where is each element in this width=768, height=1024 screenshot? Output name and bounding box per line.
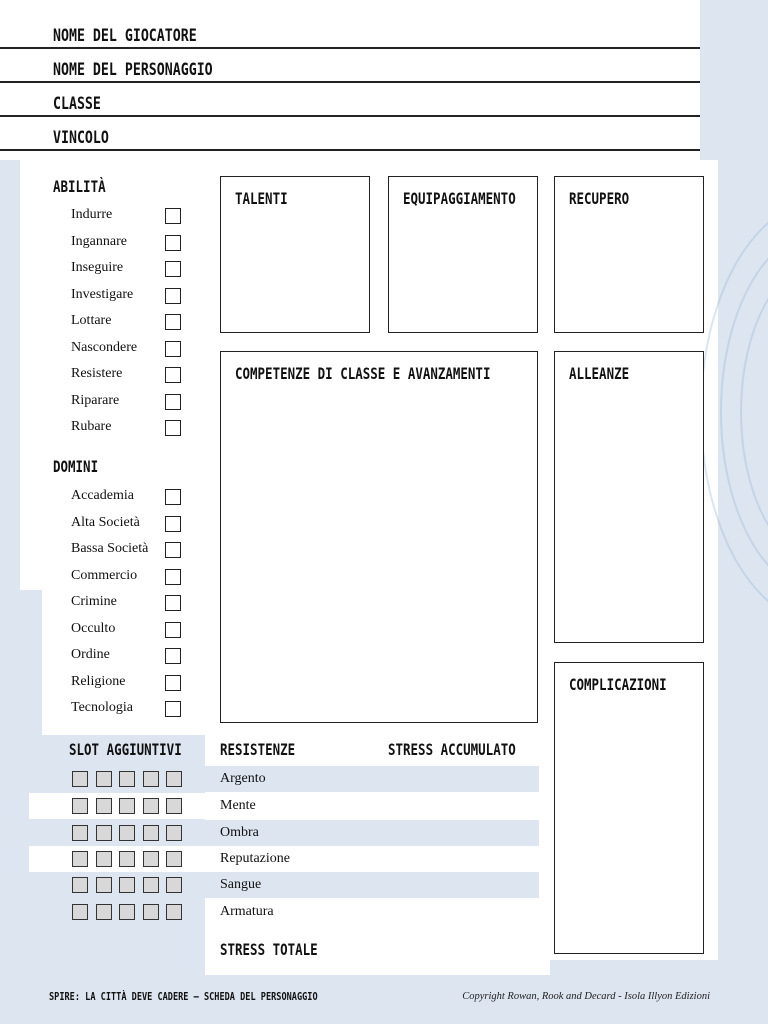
skill-checkbox-tecnologia[interactable] [165, 701, 181, 717]
resistance-label-reputazione: Reputazione [220, 851, 290, 866]
skill-label-religione: Religione [71, 673, 126, 689]
skill-label-ingannare: Ingannare [71, 233, 127, 249]
skill-checkbox-nascondere[interactable] [165, 341, 181, 357]
stress-totale-title: STRESS TOTALE [220, 940, 318, 959]
resistance-label-sangue: Sangue [220, 877, 262, 892]
complicazioni-panel[interactable] [554, 662, 704, 954]
skill-checkbox-lottare[interactable] [165, 314, 181, 330]
extra-slot-checkbox[interactable] [96, 877, 112, 893]
extra-slot-checkbox[interactable] [143, 877, 159, 893]
skill-label-resistere: Resistere [71, 366, 123, 381]
paper-background-left [20, 160, 60, 590]
resistance-label-mente: Mente [220, 798, 256, 813]
extra-slot-checkbox[interactable] [119, 851, 135, 867]
skill-checkbox-accademia[interactable] [165, 489, 181, 505]
field-line-character[interactable] [0, 81, 700, 83]
extra-slot-checkbox[interactable] [166, 798, 182, 814]
skill-label-occulto: Occulto [71, 620, 116, 636]
skill-checkbox-ingannare[interactable] [165, 235, 181, 251]
skill-label-nascondere: Nascondere [71, 339, 138, 355]
resistance-label-ombra: Ombra [220, 825, 259, 840]
footer-title: SPIRE: LA CITTÀ DEVE CADERE – SCHEDA DEL PERSONAGGIO [49, 990, 318, 1003]
recupero-panel[interactable] [554, 176, 704, 333]
extra-slot-checkbox[interactable] [72, 771, 88, 787]
extra-slot-checkbox[interactable] [96, 798, 112, 814]
extra-slot-checkbox[interactable] [119, 877, 135, 893]
skill-checkbox-indurre[interactable] [165, 208, 181, 224]
skill-checkbox-rubare[interactable] [165, 420, 181, 436]
skill-label-crimine: Crimine [71, 594, 117, 609]
field-label-bond: VINCOLO [53, 128, 109, 148]
skill-label-alta-societa: Alta Società [71, 514, 140, 530]
extra-slot-checkbox[interactable] [72, 904, 88, 920]
alleanze-title: ALLEANZE [569, 364, 630, 383]
field-label-class: CLASSE [53, 94, 101, 114]
skill-label-lottare: Lottare [71, 313, 112, 328]
field-label-character: NOME DEL PERSONAGGIO [53, 60, 213, 80]
skill-checkbox-alta-societa[interactable] [165, 516, 181, 532]
footer-copyright: Copyright Rowan, Rook and Decard - Isola Illyon Edizioni [462, 991, 710, 1002]
field-line-player[interactable] [0, 47, 700, 49]
slot-aggiuntivi-title: SLOT AGGIUNTIVI [69, 740, 182, 759]
equipaggiamento-title: EQUIPAGGIAMENTO [403, 189, 516, 208]
skill-checkbox-riparare[interactable] [165, 394, 181, 410]
extra-slot-checkbox[interactable] [96, 825, 112, 841]
extra-slot-checkbox[interactable] [166, 825, 182, 841]
skill-label-bassa-societa: Bassa Società [71, 541, 149, 556]
extra-slot-checkbox[interactable] [72, 825, 88, 841]
competenze-panel[interactable] [220, 351, 538, 723]
extra-slot-checkbox[interactable] [143, 771, 159, 787]
talenti-panel[interactable] [220, 176, 370, 333]
skill-checkbox-crimine[interactable] [165, 595, 181, 611]
skill-label-rubare: Rubare [71, 419, 112, 434]
extra-slot-checkbox[interactable] [143, 798, 159, 814]
extra-slot-checkbox[interactable] [119, 798, 135, 814]
resistenze-title: RESISTENZE [220, 740, 296, 759]
skill-label-investigare: Investigare [71, 286, 134, 302]
skill-checkbox-ordine[interactable] [165, 648, 181, 664]
extra-slot-checkbox[interactable] [96, 904, 112, 920]
extra-slot-checkbox[interactable] [166, 904, 182, 920]
resistance-label-argento: Argento [220, 771, 266, 786]
skill-checkbox-inseguire[interactable] [165, 261, 181, 277]
field-line-class[interactable] [0, 115, 700, 117]
skill-label-ordine: Ordine [71, 647, 110, 662]
competenze-title: COMPETENZE DI CLASSE E AVANZAMENTI [235, 364, 491, 383]
skill-label-accademia: Accademia [71, 488, 134, 503]
extra-slot-checkbox[interactable] [72, 851, 88, 867]
extra-slot-checkbox[interactable] [72, 877, 88, 893]
extra-slot-checkbox[interactable] [143, 904, 159, 920]
extra-slot-checkbox[interactable] [72, 798, 88, 814]
extra-slot-checkbox[interactable] [96, 771, 112, 787]
skill-label-inseguire: Inseguire [71, 260, 124, 275]
domini-title: DOMINI [53, 457, 99, 476]
extra-slot-checkbox[interactable] [166, 851, 182, 867]
complicazioni-title: COMPLICAZIONI [569, 675, 667, 694]
extra-slot-checkbox[interactable] [96, 851, 112, 867]
skill-checkbox-resistere[interactable] [165, 367, 181, 383]
skill-checkbox-investigare[interactable] [165, 288, 181, 304]
alleanze-panel[interactable] [554, 351, 704, 643]
talenti-title: TALENTI [235, 189, 288, 208]
extra-slot-checkbox[interactable] [166, 771, 182, 787]
skill-label-tecnologia: Tecnologia [71, 700, 133, 715]
skill-label-commercio: Commercio [71, 567, 138, 583]
extra-slot-checkbox[interactable] [119, 771, 135, 787]
field-label-player: NOME DEL GIOCATORE [53, 26, 197, 46]
extra-slot-checkbox[interactable] [119, 825, 135, 841]
skill-checkbox-bassa-societa[interactable] [165, 542, 181, 558]
skill-label-indurre: Indurre [71, 207, 113, 222]
skill-checkbox-commercio[interactable] [165, 569, 181, 585]
extra-slot-checkbox[interactable] [166, 877, 182, 893]
recupero-title: RECUPERO [569, 189, 630, 208]
skill-label-riparare: Riparare [71, 392, 120, 408]
skill-checkbox-religione[interactable] [165, 675, 181, 691]
equipaggiamento-panel[interactable] [388, 176, 538, 333]
skill-checkbox-occulto[interactable] [165, 622, 181, 638]
extra-slot-checkbox[interactable] [143, 851, 159, 867]
extra-slot-checkbox[interactable] [143, 825, 159, 841]
stress-accumulato-title: STRESS ACCUMULATO [388, 740, 516, 759]
field-line-bond[interactable] [0, 149, 700, 151]
resistance-label-armatura: Armatura [220, 904, 274, 919]
extra-slot-checkbox[interactable] [119, 904, 135, 920]
abilita-title: ABILITÀ [53, 177, 106, 196]
